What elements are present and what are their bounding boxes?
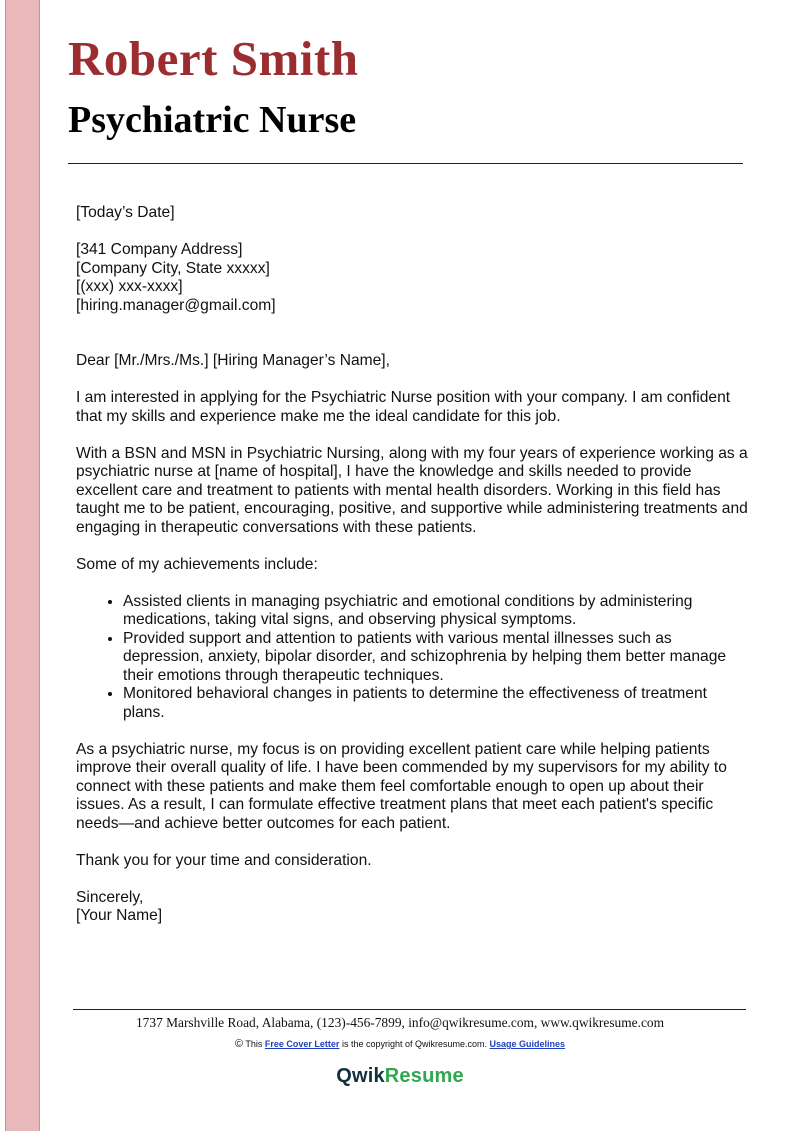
copyright-icon: ©: [234, 1038, 244, 1050]
list-item: • Provided support and attention to patients with various mental illnesses such as depression, anxiety, bipolar disorder, and schizophrenia by helping them better manage their emotions through therapeutic techniques.: [123, 630, 752, 686]
logo-part-resume: Resume: [384, 1065, 464, 1087]
salutation: Dear [Mr./Mrs./Ms.] [Hiring Manager’s Name],: [76, 352, 390, 369]
job-title: Psychiatric Nurse: [68, 99, 357, 141]
decorative-sidebar: [5, 0, 40, 1131]
copyright-notice: [0, 1038, 800, 1050]
achievements-intro: Some of my achievements include:: [76, 555, 318, 573]
address-line: [341 Company Address]: [76, 241, 243, 258]
qwikresume-logo[interactable]: [0, 1065, 800, 1088]
footer-divider: [73, 1009, 746, 1010]
address-line: [(xxx) xxx-xxxx]: [76, 278, 183, 295]
signature-name: [Your Name]: [76, 907, 163, 924]
paragraph-focus: As a psychiatric nurse, my focus is on providing excellent patient care while helping patients improve their overall quality of life. I have been commended by my supervisors for my ability to connect with these patients and make them feel comfortable enough to open up about their issues. As a result, I can formulate effective treatment plans that meet each patient's specific needs—and achieve better outcomes for each patient.: [76, 740, 727, 832]
header-divider: [68, 163, 743, 164]
free-cover-letter-link[interactable]: Free Cover Letter: [264, 1039, 340, 1049]
sign-off: Sincerely,: [76, 888, 144, 906]
closing-thanks: Thank you for your time and consideration.: [76, 851, 372, 869]
usage-guidelines-link[interactable]: Usage Guidelines: [489, 1039, 566, 1049]
achievements-list: [76, 593, 752, 723]
list-item: • Assisted clients in managing psychiatric and emotional conditions by administering medications, taking vital signs, and observing physical symptoms.: [123, 593, 752, 630]
footer-contact: 1737 Marshville Road, Alabama, (123)-456-7899, info@qwikresume.com, www.qwikresume.com: [135, 1015, 664, 1030]
letter-date: [Today’s Date]: [76, 204, 175, 221]
copyright-prefix: This: [245, 1039, 263, 1049]
address-line: [Company City, State xxxxx]: [76, 259, 270, 277]
paragraph-intro: I am interested in applying for the Psychiatric Nurse position with your company. I am confident that my skills and experience make me the ideal candidate for this job.: [76, 389, 731, 425]
list-item: • Monitored behavioral changes in patients to determine the effectiveness of treatment plans.: [123, 685, 752, 722]
paragraph-experience: With a BSN and MSN in Psychiatric Nursing, along with my four years of experience working as a psychiatric nurse at [name of hospital], I have the knowledge and skills needed to provide excellent care and treatment to patients with mental health disorders. Working in this field has taught me to be patient, encouraging, positive, and supportive while administering treatments and engaging in therapeutic conversations with these patients.: [76, 444, 748, 536]
recipient-address: [76, 241, 752, 315]
candidate-name: Robert Smith: [68, 31, 359, 86]
letter-body: [76, 204, 752, 926]
copyright-middle: is the copyright of Qwikresume.com.: [341, 1039, 488, 1049]
address-line: [hiring.manager@gmail.com]: [76, 296, 276, 314]
logo-part-qwik: Qwik: [336, 1065, 385, 1087]
